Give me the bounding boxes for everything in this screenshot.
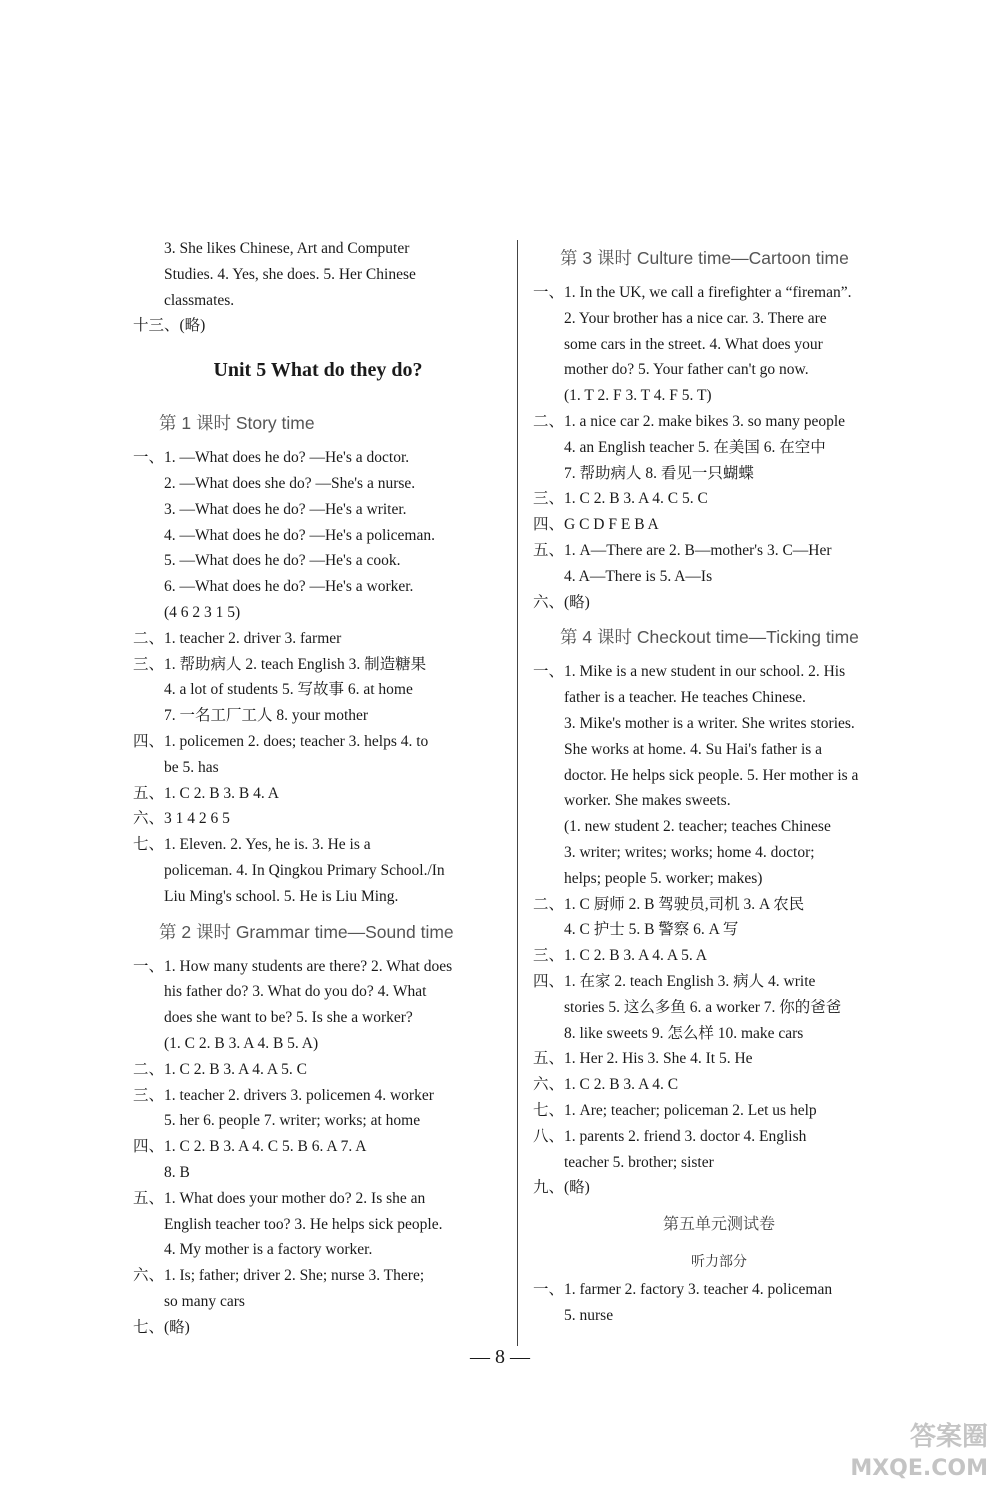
answer-line: 四、1. 在家 2. teach English 3. 病人 4. write xyxy=(533,972,816,990)
answer-line: 六、3 1 4 2 6 5 xyxy=(133,810,230,828)
answer-line: 四、1. policemen 2. does; teacher 3. helps 4. to xyxy=(133,732,429,750)
answer-line: 7. 一名工厂工人 8. your mother xyxy=(164,707,369,725)
answer-line: 5. —What does he do? —He's a cook. xyxy=(164,552,401,570)
answer-line: 8. like sweets 9. 怎么样 10. make cars xyxy=(564,1024,804,1042)
answer-line: worker. She makes sweets. xyxy=(564,792,731,810)
lesson-title: 第 2 课时 Grammar time—Sound time xyxy=(159,921,454,942)
answer-line: 七、(略) xyxy=(133,1318,190,1336)
answer-line: 3. —What does he do? —He's a writer. xyxy=(164,500,407,518)
answer-line: 六、1. C 2. B 3. A 4. C xyxy=(533,1076,679,1094)
lesson-title: 第 4 课时 Checkout time—Ticking time xyxy=(560,627,859,648)
answer-line: classmates. xyxy=(164,291,235,309)
answer-line: so many cars xyxy=(164,1292,245,1310)
answer-line: 5. nurse xyxy=(564,1306,614,1324)
answer-line: 二、1. teacher 2. driver 3. farmer xyxy=(133,629,342,647)
answer-line: 4. C 护士 5. B 警察 6. A 写 xyxy=(564,921,739,939)
test-section-title: 听力部分 xyxy=(691,1254,747,1271)
answer-line: 七、1. Are; teacher; policeman 2. Let us help xyxy=(533,1101,817,1119)
answer-line: 2. —What does she do? —She's a nurse. xyxy=(164,474,416,492)
lesson-title: 第 3 课时 Culture time—Cartoon time xyxy=(560,248,849,268)
test-title: 第五单元测试卷 xyxy=(662,1214,775,1234)
answer-line: 7. 帮助病人 8. 看见一只蝴蝶 xyxy=(564,464,754,482)
answer-line: 十三、(略) xyxy=(133,317,206,335)
answer-line: 一、1. —What does he do? —He's a doctor. xyxy=(133,449,410,467)
answer-line: be 5. has xyxy=(164,758,219,776)
answer-line: 3. She likes Chinese, Art and Computer xyxy=(164,240,410,257)
lesson-title: 第 1 课时 Story time xyxy=(159,413,315,434)
answer-line: Studies. 4. Yes, she does. 5. Her Chinese xyxy=(164,265,416,283)
column-divider xyxy=(517,240,518,1346)
answer-line: 一、1. In the UK, we call a firefighter a “fireman”. xyxy=(533,284,852,301)
answer-line: 4. A—There is 5. A—Is xyxy=(564,567,713,585)
page-number: — 8 — xyxy=(470,1346,530,1368)
watermark-logo xyxy=(850,1421,988,1485)
answer-line: 四、G C D F E B A xyxy=(533,516,659,534)
answer-line: English teacher too? 3. He helps sick people. xyxy=(164,1215,443,1233)
answer-line: 四、1. C 2. B 3. A 4. C 5. B 6. A 7. A xyxy=(133,1138,367,1156)
answer-line: 3. Mike's mother is a writer. She writes stories. xyxy=(564,714,855,732)
answer-line: 4. My mother is a factory worker. xyxy=(164,1241,373,1259)
answer-line: teacher 5. brother; sister xyxy=(564,1153,714,1171)
answer-line: 九、(略) xyxy=(533,1179,590,1197)
answer-line: Liu Ming's school. 5. He is Liu Ming. xyxy=(164,887,399,905)
answer-line: 8. B xyxy=(164,1163,190,1181)
right-column xyxy=(533,236,905,1329)
watermark-text: 答案圈 xyxy=(909,1422,988,1452)
answer-line: father is a teacher. He teaches Chinese. xyxy=(564,689,806,707)
answer-line: 六、1. Is; father; driver 2. She; nurse 3. There; xyxy=(133,1267,425,1285)
answer-line: 五、1. What does your mother do? 2. Is she an xyxy=(133,1189,426,1207)
answer-line: 4. a lot of students 5. 写故事 6. at home xyxy=(164,681,413,699)
answer-line: some cars in the street. 4. What does your xyxy=(564,335,823,353)
answer-line: mother do? 5. Your father can't go now. xyxy=(564,361,809,379)
answer-line: 6. —What does he do? —He's a worker. xyxy=(164,578,414,596)
answer-line: (1. new student 2. teacher; teaches Chinese xyxy=(564,818,831,836)
answer-line: stories 5. 这么多鱼 6. a worker 7. 你的爸爸 xyxy=(564,998,842,1016)
answer-line: 二、1. C 2. B 3. A 4. A 5. C xyxy=(133,1060,307,1078)
answer-line: 一、1. farmer 2. factory 3. teacher 4. policeman xyxy=(533,1281,833,1299)
answer-line: 三、1. teacher 2. drivers 3. policemen 4. worker xyxy=(133,1086,434,1104)
answer-line: 七、1. Eleven. 2. Yes, he is. 3. He is a xyxy=(133,836,371,854)
answer-line: 五、1. C 2. B 3. B 4. A xyxy=(133,784,279,802)
watermark-url: MXQE.COM xyxy=(850,1456,988,1481)
answer-line: 一、1. Mike is a new student in our school. 2. His xyxy=(533,663,846,681)
answer-line: 3. writer; writes; works; home 4. doctor; xyxy=(564,843,815,861)
answer-line: 一、1. How many students are there? 2. What does xyxy=(133,957,453,975)
answer-line: doctor. He helps sick people. 5. Her mother is a xyxy=(564,766,859,784)
answer-line: She works at home. 4. Su Hai's father is a xyxy=(564,740,823,758)
answer-line: 五、1. Her 2. His 3. She 4. It 5. He xyxy=(533,1050,753,1068)
answer-line: 二、1. C 厨师 2. B 驾驶员,司机 3. A 农民 xyxy=(533,895,805,913)
answer-line: does she want to be? 5. Is she a worker? xyxy=(164,1009,413,1027)
answer-line: 2. Your brother has a nice car. 3. There are xyxy=(564,309,827,327)
answer-line: 五、1. A—There are 2. B—mother's 3. C—Her xyxy=(533,541,832,559)
answer-line: his father do? 3. What do you do? 4. What xyxy=(164,983,427,1001)
unit-title: Unit 5 What do they do? xyxy=(213,359,423,382)
answer-line: 二、1. a nice car 2. make bikes 3. so many people xyxy=(533,412,846,430)
left-column xyxy=(133,236,503,1340)
answer-line: 三、1. 帮助病人 2. teach English 3. 制造糖果 xyxy=(133,655,427,673)
answer-line: policeman. 4. In Qingkou Primary School./In xyxy=(164,861,445,879)
answer-line: 三、1. C 2. B 3. A 4. C 5. C xyxy=(533,490,708,508)
answer-line: 六、(略) xyxy=(533,593,590,611)
answer-line: 5. her 6. people 7. writer; works; at home xyxy=(164,1112,421,1130)
answer-line: 4. an English teacher 5. 在美国 6. 在空中 xyxy=(564,438,826,456)
answer-line: (1. T 2. F 3. T 4. F 5. T) xyxy=(564,387,712,405)
answer-line: 三、1. C 2. B 3. A 4. A 5. A xyxy=(533,947,707,965)
answer-line: (1. C 2. B 3. A 4. B 5. A) xyxy=(164,1034,319,1052)
answer-line: 八、1. parents 2. friend 3. doctor 4. English xyxy=(533,1127,807,1145)
answer-line: helps; people 5. worker; makes) xyxy=(564,869,763,887)
answer-line: (4 6 2 3 1 5) xyxy=(164,603,241,621)
answer-line: 4. —What does he do? —He's a policeman. xyxy=(164,526,435,544)
